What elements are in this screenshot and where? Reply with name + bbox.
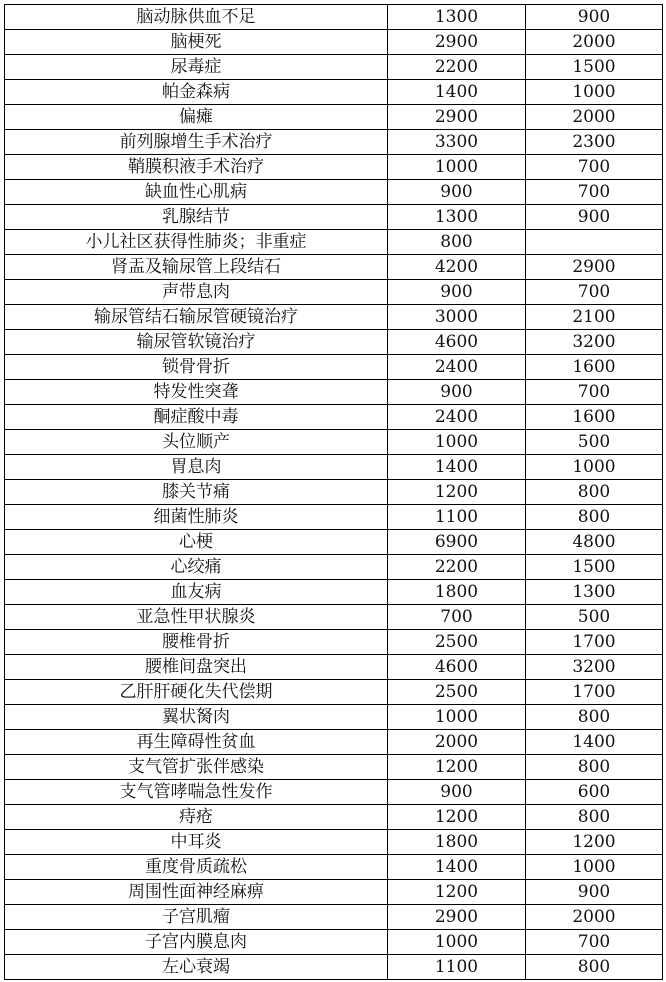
disease-name-cell: 特发性突聋 [5, 380, 388, 405]
value-1-cell: 900 [388, 280, 526, 305]
disease-name-cell: 支气管扩张伴感染 [5, 755, 388, 780]
table-row [5, 830, 663, 855]
value-1-cell: 900 [388, 380, 526, 405]
disease-name-cell: 周围性面神经麻痹 [5, 880, 388, 905]
value-2-cell: 800 [526, 505, 663, 530]
disease-name-cell: 缺血性心肌病 [5, 180, 388, 205]
disease-name-cell: 心绞痛 [5, 555, 388, 580]
value-2-cell: 2900 [526, 255, 663, 280]
value-1-cell: 2500 [388, 680, 526, 705]
value-1-cell: 1000 [388, 705, 526, 730]
disease-name-cell: 偏瘫 [5, 105, 388, 130]
value-2-cell: 1500 [526, 55, 663, 80]
table-row [5, 130, 663, 155]
value-2-cell: 500 [526, 430, 663, 455]
value-1-cell: 1100 [388, 955, 526, 980]
value-1-cell: 4200 [388, 255, 526, 280]
disease-name-cell: 子宫肌瘤 [5, 905, 388, 930]
disease-name-cell: 鞘膜积液手术治疗 [5, 155, 388, 180]
value-2-cell [526, 230, 663, 255]
value-2-cell: 700 [526, 930, 663, 955]
disease-name-cell: 膝关节痛 [5, 480, 388, 505]
disease-name-cell: 前列腺增生手术治疗 [5, 130, 388, 155]
value-1-cell: 1000 [388, 430, 526, 455]
value-2-cell: 800 [526, 480, 663, 505]
value-1-cell: 2900 [388, 905, 526, 930]
disease-name-cell: 声带息肉 [5, 280, 388, 305]
table-row [5, 280, 663, 305]
value-2-cell: 1600 [526, 355, 663, 380]
disease-name-cell: 输尿管软镜治疗 [5, 330, 388, 355]
value-2-cell: 4800 [526, 530, 663, 555]
disease-name-cell: 锁骨骨折 [5, 355, 388, 380]
table-row [5, 955, 663, 980]
value-2-cell: 1500 [526, 555, 663, 580]
value-2-cell: 600 [526, 780, 663, 805]
table-row [5, 730, 663, 755]
value-1-cell: 1400 [388, 455, 526, 480]
disease-name-cell: 翼状胬肉 [5, 705, 388, 730]
disease-name-cell: 脑梗死 [5, 30, 388, 55]
value-1-cell: 1100 [388, 505, 526, 530]
table-row [5, 630, 663, 655]
table-row [5, 80, 663, 105]
disease-name-cell: 肾盂及输尿管上段结石 [5, 255, 388, 280]
value-1-cell: 2000 [388, 730, 526, 755]
value-2-cell: 800 [526, 955, 663, 980]
value-2-cell: 900 [526, 205, 663, 230]
value-2-cell: 1600 [526, 405, 663, 430]
disease-name-cell: 胃息肉 [5, 455, 388, 480]
value-2-cell: 2000 [526, 105, 663, 130]
disease-name-cell: 小儿社区获得性肺炎；非重症 [5, 230, 388, 255]
disease-name-cell: 中耳炎 [5, 830, 388, 855]
value-2-cell: 800 [526, 755, 663, 780]
value-2-cell: 800 [526, 805, 663, 830]
value-1-cell: 2200 [388, 55, 526, 80]
table-row [5, 255, 663, 280]
value-1-cell: 6900 [388, 530, 526, 555]
disease-name-cell: 左心衰竭 [5, 955, 388, 980]
disease-name-cell: 帕金森病 [5, 80, 388, 105]
value-2-cell: 700 [526, 180, 663, 205]
table-row [5, 355, 663, 380]
value-1-cell: 2900 [388, 105, 526, 130]
disease-name-cell: 输尿管结石输尿管硬镜治疗 [5, 305, 388, 330]
table-row [5, 655, 663, 680]
value-1-cell: 2400 [388, 355, 526, 380]
value-2-cell: 900 [526, 5, 663, 30]
disease-name-cell: 酮症酸中毒 [5, 405, 388, 430]
value-2-cell: 2300 [526, 130, 663, 155]
table-row [5, 205, 663, 230]
table-row [5, 330, 663, 355]
table-row [5, 380, 663, 405]
value-1-cell: 1400 [388, 855, 526, 880]
value-1-cell: 1200 [388, 755, 526, 780]
table-row [5, 230, 663, 255]
table-row [5, 180, 663, 205]
value-1-cell: 3300 [388, 130, 526, 155]
value-2-cell: 1000 [526, 855, 663, 880]
value-1-cell: 2900 [388, 30, 526, 55]
disease-name-cell: 乙肝肝硬化失代偿期 [5, 680, 388, 705]
table-body [5, 5, 663, 980]
value-2-cell: 2100 [526, 305, 663, 330]
table-row [5, 805, 663, 830]
disease-name-cell: 乳腺结节 [5, 205, 388, 230]
value-1-cell: 900 [388, 780, 526, 805]
value-1-cell: 1200 [388, 480, 526, 505]
table-row [5, 480, 663, 505]
value-2-cell: 1300 [526, 580, 663, 605]
table-row [5, 30, 663, 55]
value-1-cell: 4600 [388, 330, 526, 355]
value-1-cell: 1200 [388, 805, 526, 830]
value-2-cell: 500 [526, 605, 663, 630]
value-2-cell: 1000 [526, 455, 663, 480]
value-2-cell: 1700 [526, 630, 663, 655]
value-2-cell: 700 [526, 380, 663, 405]
table-row [5, 555, 663, 580]
value-1-cell: 3000 [388, 305, 526, 330]
disease-name-cell: 细菌性肺炎 [5, 505, 388, 530]
value-1-cell: 700 [388, 605, 526, 630]
table-row [5, 780, 663, 805]
table-row [5, 5, 663, 30]
table-row [5, 105, 663, 130]
value-2-cell: 1000 [526, 80, 663, 105]
value-1-cell: 1000 [388, 930, 526, 955]
disease-name-cell: 头位顺产 [5, 430, 388, 455]
value-2-cell: 700 [526, 280, 663, 305]
value-1-cell: 1300 [388, 5, 526, 30]
value-2-cell: 1200 [526, 830, 663, 855]
disease-name-cell: 痔疮 [5, 805, 388, 830]
value-1-cell: 1200 [388, 880, 526, 905]
disease-name-cell: 血友病 [5, 580, 388, 605]
table-row [5, 430, 663, 455]
value-2-cell: 700 [526, 155, 663, 180]
table-row [5, 505, 663, 530]
value-2-cell: 1700 [526, 680, 663, 705]
disease-name-cell: 亚急性甲状腺炎 [5, 605, 388, 630]
value-2-cell: 900 [526, 880, 663, 905]
table-row [5, 155, 663, 180]
value-1-cell: 800 [388, 230, 526, 255]
disease-name-cell: 尿毒症 [5, 55, 388, 80]
value-2-cell: 2000 [526, 905, 663, 930]
value-1-cell: 1300 [388, 205, 526, 230]
table-row [5, 455, 663, 480]
value-2-cell: 1400 [526, 730, 663, 755]
value-1-cell: 4600 [388, 655, 526, 680]
disease-name-cell: 腰椎间盘突出 [5, 655, 388, 680]
value-1-cell: 2500 [388, 630, 526, 655]
value-1-cell: 1000 [388, 155, 526, 180]
table-row [5, 680, 663, 705]
value-2-cell: 2000 [526, 30, 663, 55]
table-row [5, 605, 663, 630]
disease-name-cell: 腰椎骨折 [5, 630, 388, 655]
price-table [4, 4, 663, 980]
value-1-cell: 1800 [388, 830, 526, 855]
value-2-cell: 3200 [526, 655, 663, 680]
value-1-cell: 1400 [388, 80, 526, 105]
table-row [5, 305, 663, 330]
disease-name-cell: 脑动脉供血不足 [5, 5, 388, 30]
table-row [5, 755, 663, 780]
value-2-cell: 800 [526, 705, 663, 730]
table-row [5, 905, 663, 930]
table-row [5, 855, 663, 880]
disease-name-cell: 支气管哮喘急性发作 [5, 780, 388, 805]
table-row [5, 880, 663, 905]
disease-name-cell: 再生障碍性贫血 [5, 730, 388, 755]
value-1-cell: 2400 [388, 405, 526, 430]
table-row [5, 930, 663, 955]
value-1-cell: 1800 [388, 580, 526, 605]
value-1-cell: 900 [388, 180, 526, 205]
disease-name-cell: 重度骨质疏松 [5, 855, 388, 880]
disease-name-cell: 心梗 [5, 530, 388, 555]
table-row [5, 705, 663, 730]
table-row [5, 55, 663, 80]
table-row [5, 580, 663, 605]
table-row [5, 530, 663, 555]
table-row [5, 405, 663, 430]
value-1-cell: 2200 [388, 555, 526, 580]
disease-name-cell: 子宫内膜息肉 [5, 930, 388, 955]
value-2-cell: 3200 [526, 330, 663, 355]
